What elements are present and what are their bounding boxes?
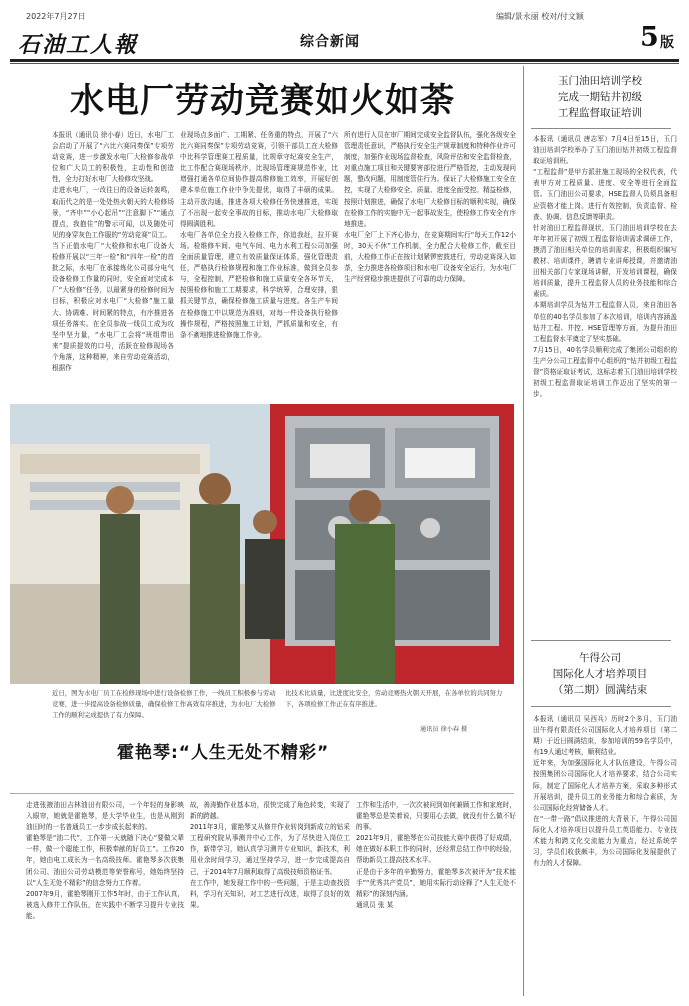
fire-truck-photo-icon	[10, 404, 514, 684]
page-unit: 版	[660, 35, 674, 51]
sidebar-article1-title-line: 工程监督取证培训	[558, 107, 642, 119]
sidebar-article2-title-line: （第二期）圆满结束	[552, 684, 648, 696]
main-article-col2: 业现场点多面广、工期紧、任务重的特点，开展了“六比六赛同奏保”专项劳动竞赛，引领干部员工在大检修中比科学管理赛工程质量，比规章守纪赛安全生产，比工作配合赛现场秩序，比现场管理赛规范作业，比增强打通各单位间协作提高维修施工效率，开展好创建本单位施工作业中争先提优，取得了丰硕的成果。主动开放沟通，推进各项大检修任务快速推进，实现了不出现一起安全事故的目标，推动水电厂大检修取得圆满胜利。 水电厂各单位全力投入检修工作，你追我赶，拉开赛场。检维修车间、电气车间、电力水利工程公司加强全面质量管理，建立有效质量保证体系，强化管理责任，严格执行检修规程和施工作业标准，做到全员参与，全程控制，严把检修和施工质量安全各环节关，按照检修和施工工期要求，科学统筹，合理安排，狠抓关键节点，确保检修施工质量与进度。各生产车间在检修施工中以规范为准则，对每一件设备执行检修操作规程，严格按照施工计划，严抓质量和安全，有条不紊地推进检修施工作业。	[180, 131, 338, 339]
photo-caption-left: 近日，图为水电厂员工在检修现场中进行设备检修工作，一线员工积极参与劳动竞赛，进一步提高设备检修质量，确保检修工作高效有序推进，为水电厂大检修工作的顺利完成提供了有力保障。	[52, 689, 276, 719]
sidebar-article1-title-line: 完成一期钻井初级	[558, 91, 642, 103]
main-article-title: 水电厂劳动竞赛如火如荼	[70, 81, 455, 121]
editor-credits: 编辑/景永丽 校对/付文颖	[496, 12, 584, 21]
newspaper-logo: 石油工人報	[18, 32, 139, 58]
sidebar-article2-rule	[531, 706, 671, 707]
main-article-col1: 本报讯（通讯员 徐小春）近日，水电厂工会启动了开展了“六比六赛同奏保”专项劳动竞赛，进一步激发水电厂大检修参战单位和广大员工的积极性，主动性和创造性，全力打好水电厂大检修攻坚战。 走进水电厂，一改往日的设备运转轰鸣，取而代之的是一处处热火朝天的大检修场景，“齐申”“小心起吊”“注意脚下”“通点提点，我抱住”的警示可闻，以及随处可见的身穿灰色工作服的“劳动竞赛”员工。 当下正值水电厂“大检修和水电厂设备大检修开展以“三年一检”和“四年一检”的首批之际，水电厂在承接炼化公司部分电气设备检修工作量的同时，安全面对完成本厂“大检修”任务，以最紧身的检修时间为目标，积极应对水电厂“大检修”施工量大、协调难、时间紧的特点，有序推进各项任务落实。在全员参战一线员工成为攻坚中坚力量，“水电厂工会将“班组带出来”提质提效的口号，活跃在检修现场各个角落，这种精神，来自劳动竞赛活动，根据作	[52, 131, 174, 372]
sidebar-divider	[531, 640, 671, 641]
page-number: 5	[640, 22, 659, 53]
photo-credit: 通讯员 徐小春 摄	[420, 726, 468, 733]
sidebar-article2-title-line: 国际化人才培养项目	[552, 668, 648, 680]
sidebar-article2-title	[525, 650, 675, 698]
section-name: 综合新闻	[300, 34, 360, 50]
second-article-col2: 故，善涛勤作业基本功，很快完成了角色转变，实现了新的跨越。 2011年3月，霍艳琴又从修井作业转岗到新成立的钻采工程研究院从事测井中心工作，为了尽快进入岗位工作，新带学习，她认真学习测井专业知识，新技术，利用业余时间学习，通过坚持学习，进一步完成提高自己，于2014年7月顺利取得了高级技师资格证书。 在工作中，她发现工作中的一些问题，于是主动查找资料，学习有关知识，对工艺进行改进，取得了良好的效果。	[190, 801, 350, 909]
second-article-col3: 工作和生活中，一次次被问到如何兼顾工作和家庭时，霍艳琴总是笑着说，只要用心去做，就没有什么做不好的事。 2021年9月，霍艳琴在公司技能大赛中获得了好成绩，她在做好本职工作的同时，还经常总结工作中的经验，帮助新员工提高技术水平。 正是由于多年的辛勤努力，霍艳琴多次被评为“技术能手”“优秀共产党员”，她用实际行动诠释了“人生无处不精彩”的深刻内涵。 通讯员 张 某	[356, 801, 516, 909]
sidebar-article1-body: 本报讯（通讯员 唐志军）7月4日至15日，玉门油田培训学校举办了玉门油田钻井初级工程监督取证培训班。 “工程监督”是甲方派驻施工现场的全权代表，代表甲方对工程质量、进度、安全等进行全面监管。玉门油田公司要求，HSE监督人员须具备相应资格才能上岗。进行有效控制，负责监督、检查、协调、信息反馈等职责。 针对油田工程监督现状，玉门油田培训学校在去年年初开展了初级工程监督培训需求调研工作，摸清了油田相关单位的培训需求，积极组织编写教材、培训课件，聘请专业讲师授课，并邀请油田相关部门专家现场讲解，开发培训课程，确保培训质量，提升工程监督人员的业务技能和综合素质。 本期培训学员为钻井工程监督人员，来自油田各单位的40名学员参加了本次培训，培训内容涵盖钻井工程、井控、HSE管理等方面，为提升油田工程监督水平奠定了坚实基础。 7月15日，40名学员顺利完成了集团公司组织的生产分公司工程监督中心组织的“钻井初级工程监督”资格证取证考试，这标志着玉门油田培训学校初级工程监督取证培训工作迈出了坚实的第一步。	[533, 135, 677, 399]
column-divider	[523, 66, 524, 996]
second-article-title: 霍艳琴:“人生无处不精彩”	[117, 743, 330, 763]
sidebar-article2-body: 本报讯（通讯员 吴西兵）历时2个多月，玉门油田午得有限责任公司国际化人才培养项目（第二期）于近日圆满结束，参加培训的59名学员中，有19人通过考核，顺利结业。 近年来，为加强国际化人才队伍建设，午得公司按照集团公司国际化人才培养要求，结合公司实际，制定了国际化人才培养方案，采取多种形式开展培训，提升员工的业务能力和综合素质，为公司国际化经营储备人才。 在“一带一路”倡议推进的大背景下，午得公司国际化人才培养项目以提升员工英语能力、专业技术能力和跨文化交流能力为重点，经过系统学习，学员们收获颇丰，为公司国际化发展提供了有力的人才保障。	[533, 715, 677, 868]
sidebar-article1-title	[525, 73, 675, 121]
sidebar-article1-title-line: 玉门油田培训学校	[558, 75, 642, 87]
main-article-col3: 所有进行人员在审厂期间完成安全监督队伍，强化各级安全管理责任意识，严格执行安全生产规章制度和特种作业许可制度，加强作业现场监督检查，风险评估和安全监督检查，对重点施工项目和关键要害部位进行严格管控，主动发现问题，整改问题，用制度管住行为。保证了大检修施工安全在控，实现了大检修安全、质量、进度全面受控。精益检修，按照计划推进，确保了水电厂大检修目标的顺利实现，确保在检修工作的实施中无一起事故发生，使检修工作安全有序地推进。 水电厂全厂上下齐心协力，在竞赛期间实行“每天工作12小时，30天不休”工作机制，全力配合大检修工作，截至目前，大检修工作正在按计划紧锣密鼓进行，劳动竞赛深入如荼，全力推进各检修项目和水电厂设备安全运行，为水电厂生产经营稳步推进提供了可靠的动力保障。	[344, 131, 516, 284]
issue-date: 2022年7月27日	[26, 12, 86, 21]
second-article-col1: 走进张掖油田吉林油田有限公司，一个年轻的身影映入眼帘，她就是霍艳琴，是大学毕业生，也是从刚到油田时的一名普通员工一步步成长起来的。 霍艳琴是“油二代”，工作第一天就随下决心“要做父辈一样，做一个聪能工作，积极奉献的好员工”。工作20年，她由电工成长为一名高级技师。霍艳琴多次获集团公司、油田公司劳动模范等荣誉称号，她始终坚持以“人生无处不精彩”的信念努力工作着。 2007年9月，霍艳琴刚开工作5年时，由于工作认真，被选入修井工作队伍，在实践中不断学习提升专业技能。	[26, 801, 184, 920]
news-photo	[10, 404, 514, 684]
sidebar-article1-rule	[531, 128, 671, 129]
photo-caption-right: 比技术比质量，比进度比安全，劳动竞赛热火朝天开展，在各单位的共同努力下，各项检修工作正在有序推进。	[285, 689, 503, 708]
sidebar-article2-title-line: 午得公司	[579, 652, 621, 664]
second-article-rule	[10, 793, 514, 794]
header-rule-thin	[10, 63, 679, 64]
header-rule	[10, 59, 679, 62]
